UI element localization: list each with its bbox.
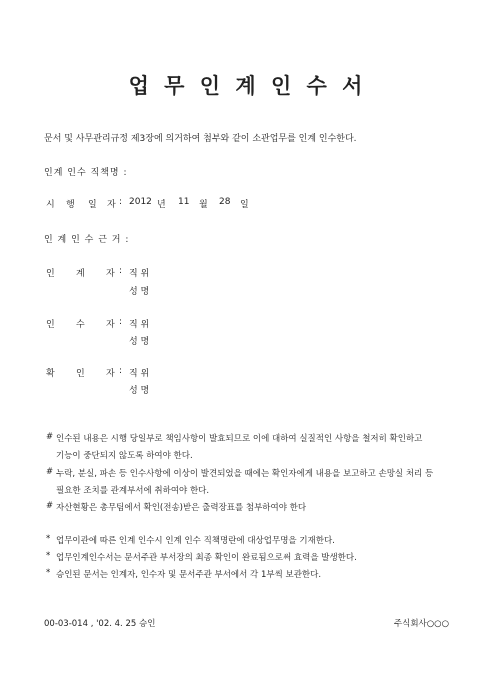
date-month-unit: 월 bbox=[199, 200, 208, 210]
confirmer-label-char-3: 자 bbox=[106, 369, 115, 379]
document-title: 업 무 인 계 인 수 서 bbox=[128, 74, 367, 98]
hash-note-text: 자산현황은 총무팀에서 확인(전송)받은 출력장표를 첨부하여야 한다 bbox=[56, 503, 307, 513]
date-year-unit: 년 bbox=[157, 200, 166, 210]
takeover-label-char-3: 자 bbox=[106, 320, 115, 330]
basis-field-label: 인 계 인 수 근 거 : bbox=[44, 235, 130, 245]
handover-label-char-2: 계 bbox=[76, 269, 85, 279]
handover-name-label: 성 명 bbox=[129, 287, 150, 297]
confirmer-label-char-2: 인 bbox=[76, 369, 85, 379]
date-day-unit: 일 bbox=[240, 200, 249, 210]
hash-note-mark: # bbox=[46, 501, 54, 511]
hash-note-mark: # bbox=[46, 467, 54, 477]
company-name: 주식회사○○○ bbox=[393, 619, 449, 629]
hash-note-text: 누락, 분실, 파손 등 인수사항에 이상이 발견되었을 때에는 확인자에게 내용을 보고하고 손망실 처리 등 bbox=[56, 469, 434, 479]
takeover-name-label: 성 명 bbox=[129, 337, 150, 347]
hash-note-text: 기능이 중단되지 않도록 하여야 한다. bbox=[56, 451, 193, 461]
date-label-char-3: 일 bbox=[88, 200, 97, 210]
date-colon: : bbox=[119, 197, 123, 207]
date-month: 11 bbox=[178, 197, 190, 207]
confirmer-label-char-1: 확 bbox=[46, 369, 55, 379]
takeover-rank-label: 직 위 bbox=[129, 320, 150, 330]
confirmer-colon: : bbox=[119, 366, 123, 376]
star-note-text: 업무인계인수서는 문서주관 부서장의 최종 확인이 완료됨으로써 효력을 발생한다. bbox=[56, 553, 357, 563]
hash-note-mark: # bbox=[46, 432, 54, 442]
date-day: 28 bbox=[219, 197, 231, 207]
handover-label-char-1: 인 bbox=[46, 269, 55, 279]
confirmer-rank-label: 직 위 bbox=[129, 369, 150, 379]
handover-rank-label: 직 위 bbox=[129, 269, 150, 279]
date-label-char-2: 행 bbox=[66, 200, 75, 210]
star-note-mark: * bbox=[46, 568, 51, 578]
hash-note-text: 인수된 내용은 시행 당일부로 책임사항이 발효되므로 이에 대하여 실질적인 사항을 철저히 확인하고 bbox=[56, 434, 423, 444]
takeover-label-char-2: 수 bbox=[76, 320, 85, 330]
star-note-mark: * bbox=[46, 534, 51, 544]
form-code-approval: 00-03-014 , '02. 4. 25 승인 bbox=[44, 619, 156, 629]
hash-note-text: 필요한 조치를 관계부서에 취하여야 한다. bbox=[56, 486, 210, 496]
star-note-text: 업무이관에 따른 인계 인수시 인계 인수 직책명란에 대상업무명을 기재한다. bbox=[56, 536, 335, 546]
handover-colon: : bbox=[119, 266, 123, 276]
intro-text: 문서 및 사무관리규정 제3장에 의거하여 첨부와 같이 소관업무를 인계 인수한다. bbox=[44, 134, 357, 144]
date-label-char-4: 자 bbox=[107, 200, 116, 210]
star-note-mark: * bbox=[46, 551, 51, 561]
handover-label-char-3: 자 bbox=[106, 269, 115, 279]
star-note-text: 승인된 문서는 인계자, 인수자 및 문서주관 부서에서 각 1부씩 보관한다. bbox=[56, 570, 322, 580]
takeover-label-char-1: 인 bbox=[46, 320, 55, 330]
date-label-char-1: 시 bbox=[46, 200, 55, 210]
takeover-colon: : bbox=[119, 317, 123, 327]
confirmer-name-label: 성 명 bbox=[129, 386, 150, 396]
date-year: 2012 bbox=[129, 197, 152, 207]
position-field-label: 인계 인수 직책명 : bbox=[44, 168, 128, 178]
